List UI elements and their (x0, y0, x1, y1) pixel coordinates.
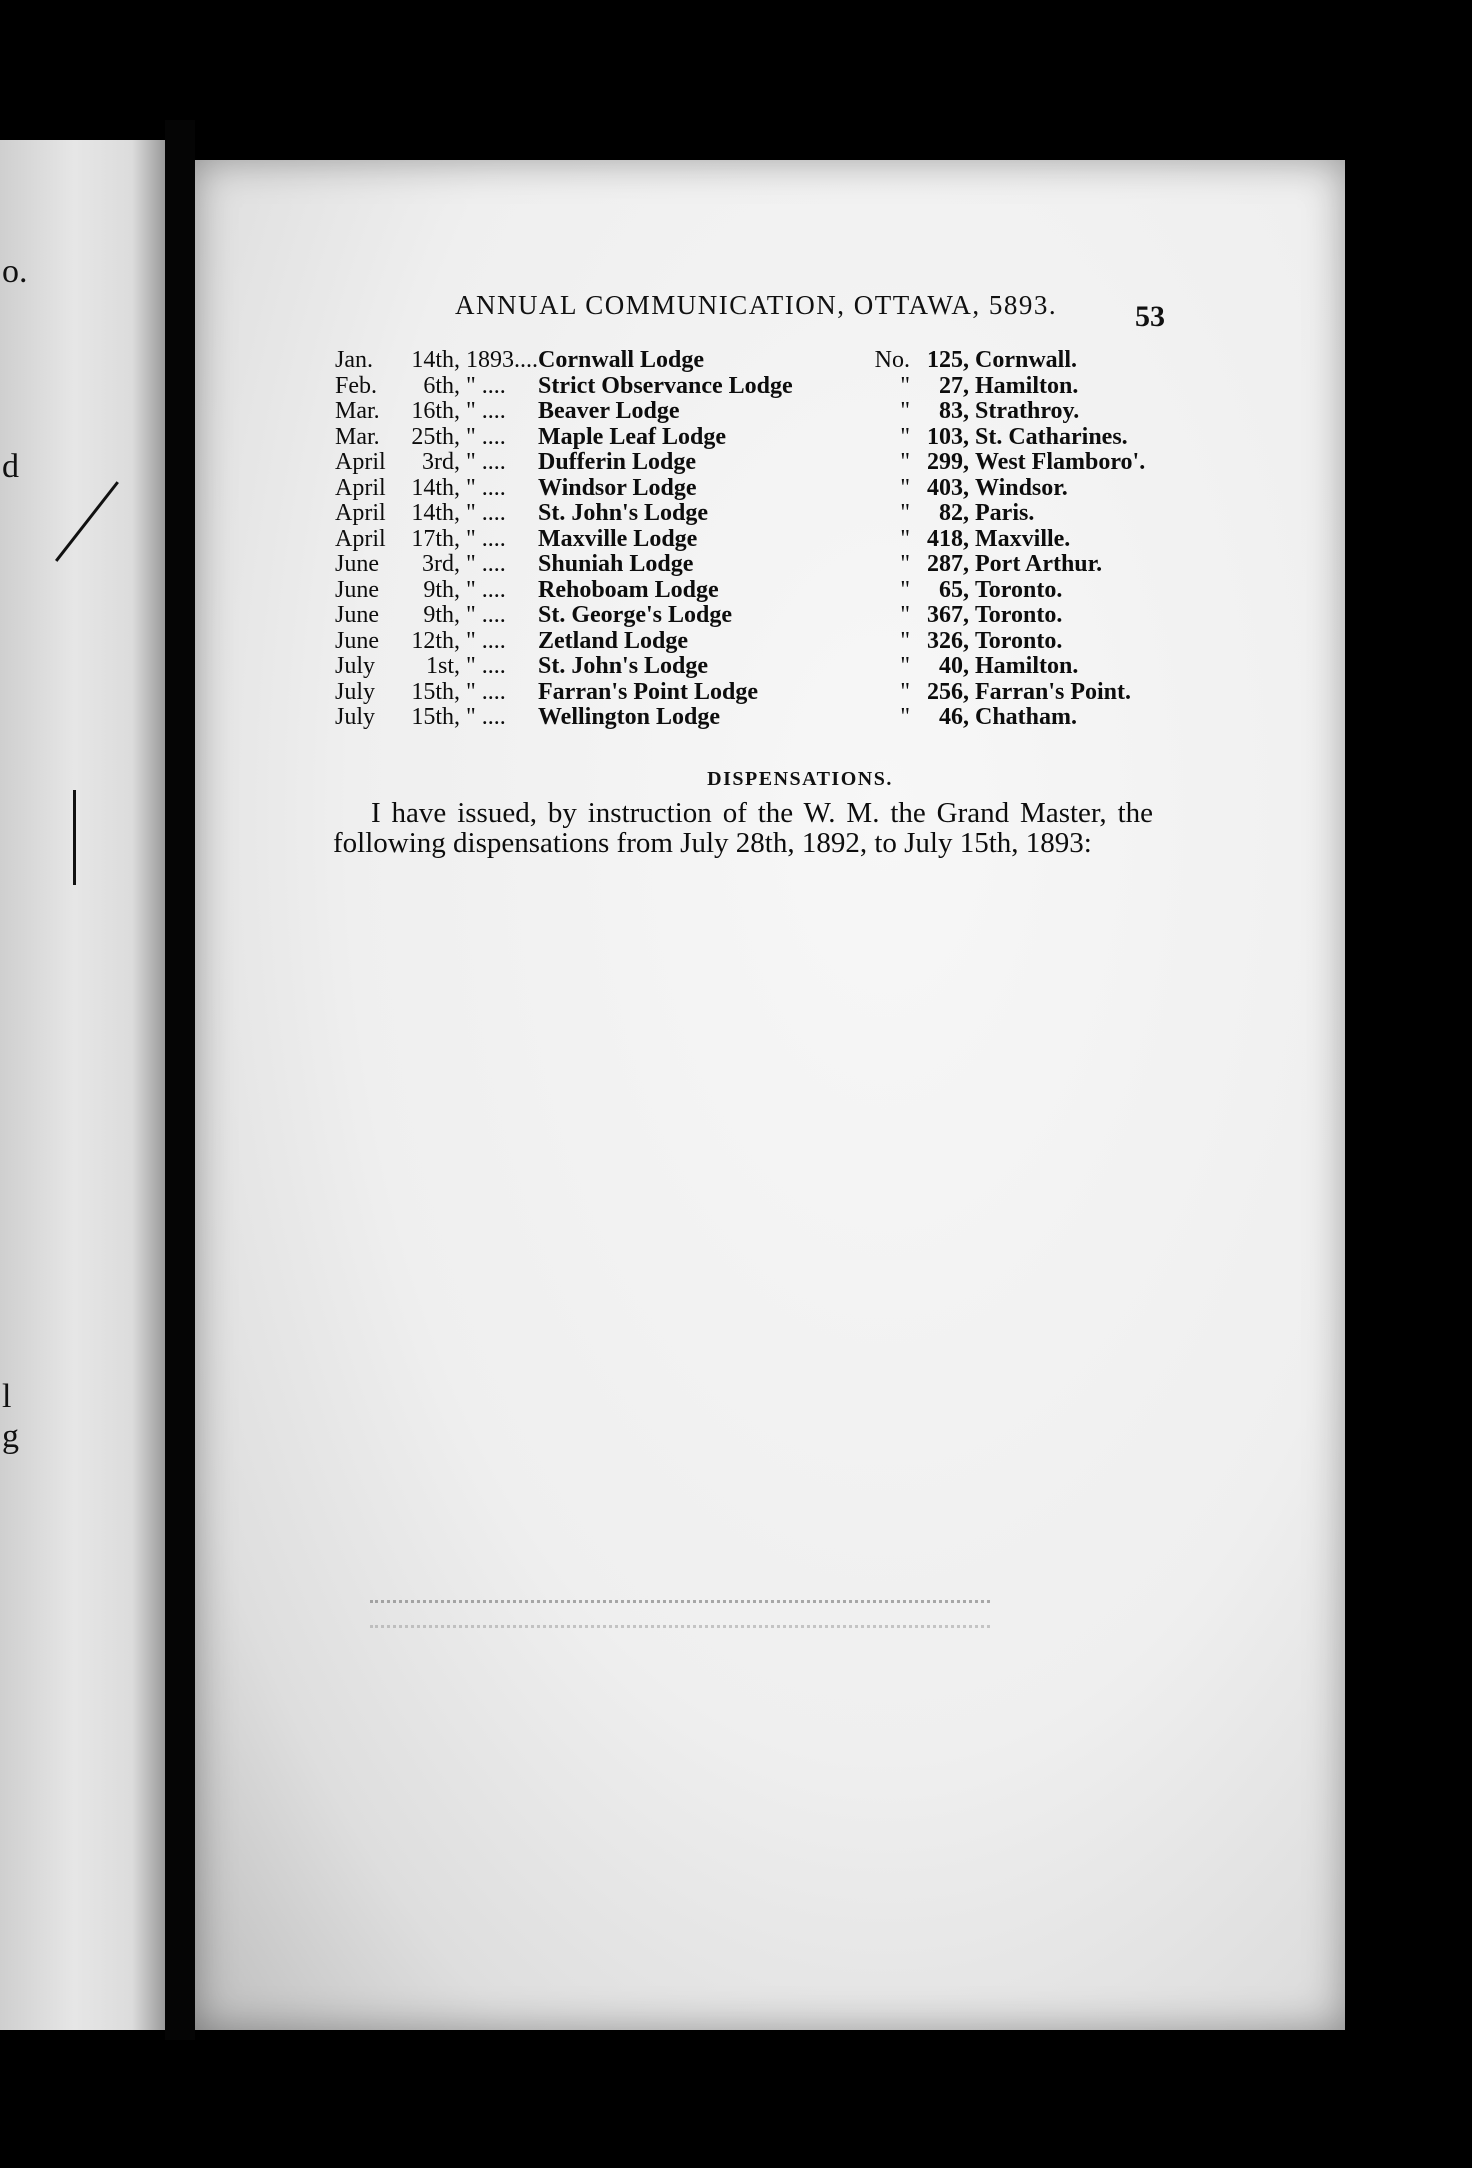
lodge-no-label: " (900, 602, 910, 628)
lodge-name: Wellington Lodge (538, 704, 721, 730)
left-text-fragment: d (2, 448, 19, 485)
lodge-day: 14th, (411, 347, 460, 373)
lodge-number: 46, (939, 704, 969, 730)
lodge-year: " .... (466, 500, 506, 526)
lodge-row (335, 654, 1145, 680)
lodge-month: Mar. (335, 423, 380, 450)
running-head: ANNUAL COMMUNICATION, OTTAWA, 5893. (455, 290, 1058, 320)
lodge-place: Hamilton. (975, 372, 1079, 399)
lodge-number: 367, (927, 602, 969, 628)
lodge-row (335, 680, 1145, 706)
lodge-place: Cornwall. (975, 347, 1077, 373)
lodge-no-label: " (900, 372, 910, 399)
lodge-year: " .... (466, 449, 506, 475)
faded-print-marks (370, 1600, 990, 1623)
lodge-place: St. Catharines. (975, 423, 1128, 450)
lodge-number: 125, (927, 347, 969, 373)
lodge-month: July (335, 704, 376, 730)
lodge-day: 3rd, (422, 551, 460, 577)
lodge-place: Maxville. (975, 525, 1071, 552)
lodge-no-label: " (900, 576, 910, 603)
lodge-no-label: " (900, 423, 910, 450)
page-number: 53 (1135, 300, 1165, 333)
lodge-year: " .... (466, 398, 506, 424)
lodge-no-label: " (900, 551, 910, 577)
lodge-place: Strathroy. (975, 398, 1080, 424)
lodge-year: " .... (466, 525, 506, 552)
lodge-row (335, 578, 1145, 604)
lodge-no-label: " (900, 398, 910, 424)
lodge-name: St. John's Lodge (538, 653, 709, 679)
lodge-month: April (335, 449, 386, 475)
lodge-no-label: " (900, 678, 910, 705)
lodge-name: Dufferin Lodge (538, 449, 696, 475)
lodge-year: " .... (466, 551, 506, 577)
lodge-month: Mar. (335, 398, 380, 424)
lodge-day: 6th, (423, 372, 460, 399)
lodge-month: June (335, 627, 379, 654)
lodge-year: " .... (466, 678, 506, 705)
lodge-row (335, 552, 1145, 578)
lodge-month: April (335, 474, 386, 501)
lodge-name: St. George's Lodge (538, 602, 732, 628)
lodge-month: Jan. (335, 347, 373, 373)
lodge-name: Zetland Lodge (538, 627, 689, 654)
lodge-row (335, 425, 1145, 451)
lodge-row (335, 603, 1145, 629)
lodge-place: Hamilton. (975, 653, 1079, 679)
lodge-number: 40, (939, 653, 969, 679)
lodge-month: June (335, 551, 379, 577)
lodge-day: 17th, (411, 525, 460, 552)
book-gutter (165, 120, 195, 2040)
lodge-year: " .... (466, 423, 506, 450)
lodge-month: April (335, 500, 386, 526)
lodge-month: June (335, 576, 379, 603)
lodge-number: 418, (927, 525, 969, 552)
left-text-fragment: l (2, 1378, 12, 1415)
lodge-no-label: " (900, 500, 910, 526)
lodge-day: 3rd, (422, 449, 460, 475)
lodge-place: Paris. (975, 500, 1035, 526)
lodge-year: " .... (466, 474, 506, 501)
lodge-day: 15th, (411, 678, 460, 705)
lodge-place: Toronto. (975, 576, 1063, 603)
lodge-row (335, 705, 1145, 731)
lodge-place: Farran's Point. (975, 678, 1131, 705)
lodge-row (335, 527, 1145, 553)
body-paragraph (333, 798, 1153, 858)
lodge-year: " .... (466, 653, 506, 679)
lodge-no-label: " (900, 474, 910, 501)
lodge-day: 16th, (411, 398, 460, 424)
lodge-number: 403, (927, 474, 969, 501)
lodge-name: Shuniah Lodge (538, 551, 694, 577)
lodge-row (335, 450, 1145, 476)
left-page-fragment (0, 140, 165, 2030)
lodge-number: 82, (939, 500, 969, 526)
lodge-no-label: No. (874, 347, 910, 373)
lodge-name: Beaver Lodge (538, 398, 680, 424)
lodge-row (335, 501, 1145, 527)
lodge-day: 12th, (411, 627, 460, 654)
lodge-name: Maxville Lodge (538, 525, 698, 552)
lodge-day: 15th, (411, 704, 460, 730)
lodge-year: " .... (466, 602, 506, 628)
lodge-row (335, 629, 1145, 655)
lodge-name: Cornwall Lodge (538, 347, 705, 373)
lodge-year: " .... (466, 627, 506, 654)
lodge-day: 14th, (411, 500, 460, 526)
lodge-number: 65, (939, 576, 969, 603)
lodge-day: 14th, (411, 474, 460, 501)
lodge-day: 9th, (423, 576, 460, 603)
lodge-number: 27, (939, 372, 969, 399)
document-page (195, 160, 1345, 2030)
lodge-place: West Flamboro'. (975, 449, 1146, 475)
lodge-no-label: " (900, 627, 910, 654)
section-title: DISPENSATIONS. (707, 768, 893, 790)
left-text-fragment: o. (2, 253, 28, 290)
lodge-year: " .... (466, 704, 506, 730)
lodge-number: 287, (927, 551, 969, 577)
lodge-place: Toronto. (975, 602, 1063, 628)
lodge-row (335, 374, 1145, 400)
lodge-month: April (335, 525, 386, 552)
faded-print-marks (370, 1625, 990, 1648)
lodge-day: 25th, (411, 423, 460, 450)
paragraph-text: I have issued, by instruction of the W. M. the Grand Master, the following dispensations from July 28th, 1892, to July 15th, 1893: (333, 797, 1153, 859)
lodge-number: 326, (927, 627, 969, 654)
lodge-row (335, 399, 1145, 425)
pencil-mark (73, 790, 76, 885)
lodge-row (335, 348, 1145, 374)
lodge-month: Feb. (335, 372, 377, 399)
lodge-row (335, 476, 1145, 502)
lodge-year: " .... (466, 372, 506, 399)
lodge-no-label: " (900, 449, 910, 475)
lodge-number: 103, (927, 423, 969, 450)
lodge-name: Windsor Lodge (538, 474, 697, 501)
lodge-number: 83, (939, 398, 969, 424)
lodge-place: Chatham. (975, 704, 1078, 730)
lodge-year: 1893.... (466, 347, 538, 373)
lodge-no-label: " (900, 525, 910, 552)
lodge-name: Maple Leaf Lodge (538, 423, 726, 450)
lodge-month: July (335, 678, 376, 705)
lodge-year: " .... (466, 576, 506, 603)
lodge-name: Strict Observance Lodge (538, 372, 793, 399)
lodge-month: June (335, 602, 379, 628)
lodge-place: Windsor. (975, 474, 1068, 501)
lodge-place: Port Arthur. (975, 551, 1103, 577)
pencil-mark (55, 481, 119, 562)
lodge-number: 299, (927, 449, 969, 475)
lodge-name: Rehoboam Lodge (538, 576, 719, 603)
left-text-fragment: g (2, 1418, 19, 1455)
lodge-name: St. John's Lodge (538, 500, 709, 526)
lodge-name: Farran's Point Lodge (538, 678, 758, 705)
lodge-no-label: " (900, 704, 910, 730)
lodge-no-label: " (900, 653, 910, 679)
lodge-day: 1st, (425, 653, 460, 679)
lodge-number: 256, (927, 678, 969, 705)
lodge-day: 9th, (423, 602, 460, 628)
lodge-table (335, 348, 1145, 731)
lodge-month: July (335, 653, 376, 679)
lodge-place: Toronto. (975, 627, 1063, 654)
